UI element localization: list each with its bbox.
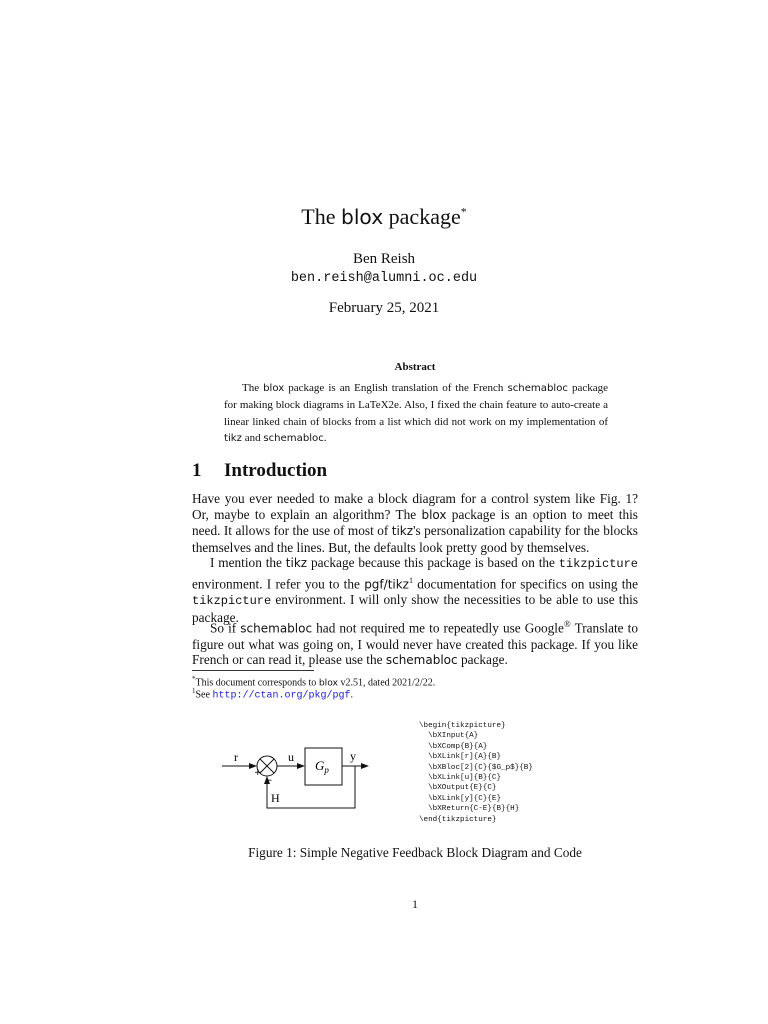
paragraph: So if schemabloc had not required me to repeatedly use Google® Translate to figure out what was going on, I would never have created this package. If you like French or can read it, please use the schemabloc package. — [192, 619, 638, 668]
code-line: \begin{tikzpicture} — [419, 722, 506, 730]
code-line: \bXLink[u]{B}{C} — [419, 774, 502, 783]
code-line: \bXComp{B}{A} — [419, 742, 488, 751]
footnote-ref: 1 — [408, 575, 413, 585]
document-date: February 25, 2021 — [328, 300, 440, 316]
section-number: 1 — [192, 460, 202, 481]
paragraph: I mention the tikz package because this package is based on the tikzpicture environment. I refer you to the pgf/tikz$^1$ documentation for specifics on using the tikzpicture environment. I will only show the necessities to be able to use this package. — [192, 555, 638, 625]
output-label: y — [350, 749, 356, 763]
code-line: \bXLink[y]{C}{E} — [419, 794, 502, 803]
plant-label: $G_p$ — [315, 758, 329, 775]
code-line: \bXBloc[2]{C}{$G_p$}{B} — [419, 763, 533, 772]
paragraph: Have you ever needed to make a block diagram for a control system like Fig. 1? Or, maybe to explain an algorithm? The blox package is an option to meet this need. It allows for the use of most of tikz's personalization capability for the blocks themselves and the lines. But, the defaults look pretty good by themselves. — [192, 491, 638, 555]
author-name: Ben Reish — [352, 251, 416, 267]
abstract-body: The blox package is an English translation of the French schemabloc package for making block diagrams in LaTeX2e. Also, I fixed the chain feature to auto-create a linear linked chain of blocks from a list which did not work on my implementation of tikz and schemabloc. — [224, 382, 608, 444]
ctan-link[interactable]: http://ctan.org/pkg/pgf — [212, 690, 351, 702]
feedback-label: H — [271, 791, 280, 805]
block-diagram — [218, 738, 378, 818]
code-listing — [419, 721, 533, 825]
plus-sign: + — [254, 768, 262, 778]
code-line: \bXLink[r]{A}{B} — [419, 753, 502, 762]
input-label: r — [234, 750, 238, 764]
footnote: $^1$See http://ctan.org/pkg/pgf. — [192, 687, 353, 702]
code-line: \bXOutput{E}{C} — [419, 784, 497, 793]
section-title: Introduction — [224, 460, 328, 481]
code-line: \bXReturn{C-E}{B}{H} — [419, 805, 520, 814]
section-heading — [192, 460, 327, 482]
page-number: 1 — [412, 897, 418, 911]
author-email: ben.reish@alumni.oc.edu — [290, 271, 478, 286]
control-label: u — [288, 750, 294, 764]
footnote-rule — [192, 670, 314, 671]
figure-caption: Figure 1: Simple Negative Feedback Block Diagram and Code — [248, 845, 582, 860]
abstract-heading: Abstract — [394, 361, 436, 373]
footnote: *This document corresponds to blox v2.51, dated 2021/2/22. — [192, 675, 436, 689]
minus-sign: − — [265, 776, 273, 786]
code-line: \end{tikzpicture} — [419, 815, 497, 824]
code-line: \bXInput{A} — [419, 732, 479, 741]
document-title: The blox package* — [301, 204, 467, 229]
